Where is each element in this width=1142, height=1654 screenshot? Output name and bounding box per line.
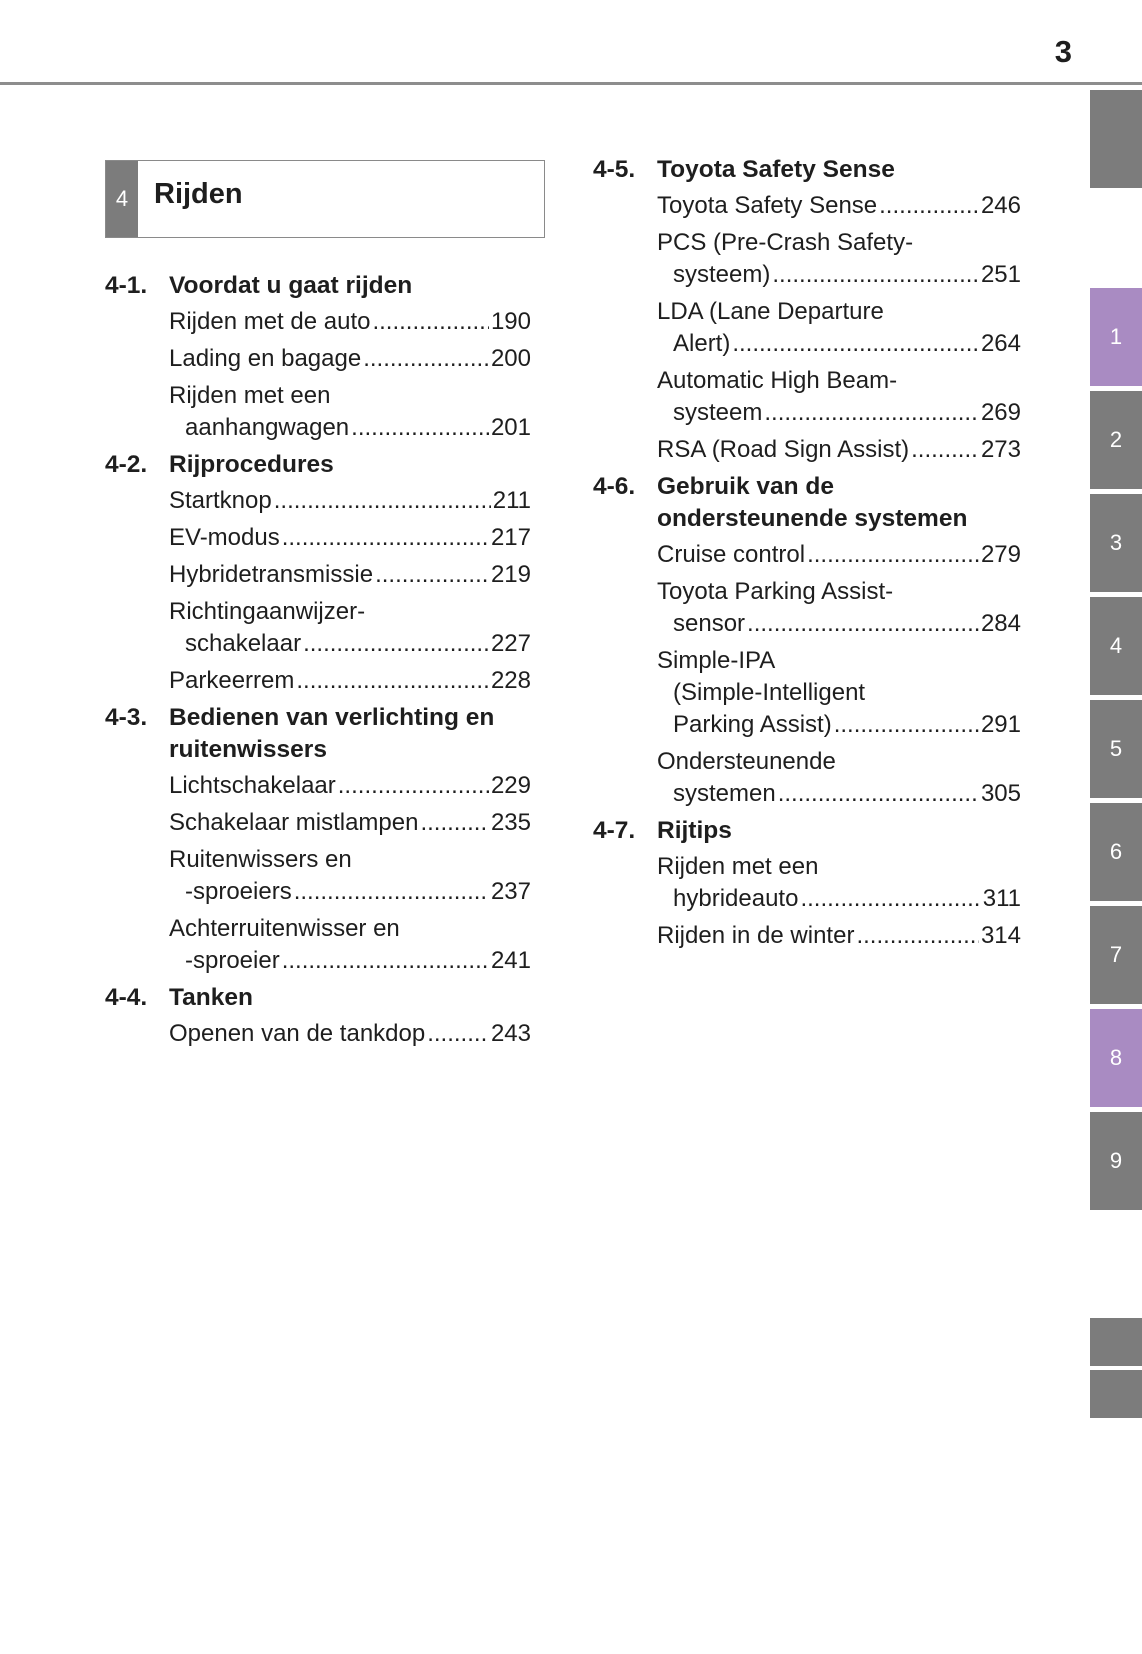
toc-entry-line bbox=[169, 522, 531, 554]
toc-page-number: 229 bbox=[490, 772, 531, 799]
dot-leader bbox=[778, 778, 979, 810]
toc-entry-line bbox=[657, 851, 1021, 883]
toc-entry-text: hybrideauto bbox=[673, 885, 799, 912]
toc-entry-text: Rijden met een bbox=[657, 853, 819, 880]
toc-entry-text: RSA (Road Sign Assist) bbox=[657, 436, 910, 463]
toc-entry-text: Automatic High Beam- bbox=[657, 367, 898, 394]
toc-page-number: 217 bbox=[490, 524, 531, 551]
toc-entry-text: systemen bbox=[673, 780, 776, 807]
toc-page-number: 235 bbox=[490, 809, 531, 836]
toc-entry-text: systeem bbox=[673, 399, 763, 426]
section-title: Voordat u gaat rijden bbox=[169, 272, 413, 299]
toc-entry-text: Openen van de tankdop bbox=[169, 1020, 426, 1047]
toc-entry[interactable] bbox=[169, 770, 531, 802]
toc-entry[interactable] bbox=[169, 343, 531, 375]
dot-leader bbox=[375, 559, 489, 591]
toc-entry-text: LDA (Lane Departure bbox=[657, 298, 884, 325]
toc-entry-text: systeem) bbox=[673, 261, 771, 288]
toc-entry-line bbox=[169, 770, 531, 802]
dot-leader bbox=[856, 920, 979, 952]
toc-entry-text: Rijden in de winter bbox=[657, 922, 855, 949]
toc-entry-line bbox=[657, 677, 1021, 709]
toc-entry-line bbox=[169, 807, 531, 839]
toc-entry[interactable] bbox=[657, 365, 1021, 429]
toc-entry-line bbox=[169, 844, 531, 876]
toc-entry[interactable] bbox=[169, 522, 531, 554]
toc-entry-text: Toyota Parking Assist- bbox=[657, 578, 894, 605]
toc-entry-line bbox=[169, 628, 531, 660]
dot-leader bbox=[303, 628, 489, 660]
toc-entry-line bbox=[169, 306, 531, 338]
dot-leader bbox=[282, 945, 489, 977]
toc-entry-line bbox=[657, 259, 1021, 291]
toc-entry-line bbox=[657, 778, 1021, 810]
toc-entry[interactable] bbox=[169, 559, 531, 591]
section-number: 4-3. bbox=[105, 704, 148, 731]
section-heading[interactable] bbox=[593, 471, 1021, 535]
chapter-tab-3[interactable]: 3 bbox=[1090, 494, 1142, 592]
toc-page-number: 190 bbox=[490, 308, 531, 335]
toc-entry-text: Cruise control bbox=[657, 541, 806, 568]
toc-entry[interactable] bbox=[657, 434, 1021, 466]
toc-page-number: 284 bbox=[980, 610, 1021, 637]
toc-entry[interactable] bbox=[657, 851, 1021, 915]
toc-entry-text: Rijden met de auto bbox=[169, 308, 371, 335]
toc-page-number: 291 bbox=[980, 711, 1021, 738]
dot-leader bbox=[764, 397, 979, 429]
toc-page-number: 314 bbox=[980, 922, 1021, 949]
toc-entry[interactable] bbox=[657, 645, 1021, 741]
section-title: Tanken bbox=[169, 984, 253, 1011]
toc-entry-line bbox=[657, 328, 1021, 360]
dot-leader bbox=[338, 770, 489, 802]
section-heading[interactable] bbox=[105, 449, 531, 481]
toc-entry-text: (Simple-Intelligent bbox=[673, 679, 866, 706]
dot-leader bbox=[363, 343, 489, 375]
toc-entry-line bbox=[657, 539, 1021, 571]
toc-entry[interactable] bbox=[657, 190, 1021, 222]
section-title: Toyota Safety Sense bbox=[657, 156, 895, 183]
toc-entry-line bbox=[169, 596, 531, 628]
chapter-title: Rijden bbox=[154, 178, 243, 210]
toc-entry[interactable] bbox=[169, 807, 531, 839]
header-rule bbox=[0, 82, 1142, 85]
toc-page-number: 228 bbox=[490, 667, 531, 694]
toc-entry-line bbox=[657, 190, 1021, 222]
toc-page-number: 200 bbox=[490, 345, 531, 372]
toc-entry[interactable] bbox=[169, 844, 531, 908]
toc-entry[interactable] bbox=[169, 485, 531, 517]
toc-entry-text: Lading en bagage bbox=[169, 345, 362, 372]
toc-page-number: 227 bbox=[490, 630, 531, 657]
dot-leader bbox=[420, 807, 489, 839]
toc-entry[interactable] bbox=[169, 306, 531, 338]
toc-entry-line bbox=[657, 709, 1021, 741]
toc-entry-text: Startknop bbox=[169, 487, 272, 514]
chapter-tab-blank[interactable] bbox=[1090, 1318, 1142, 1366]
dot-leader bbox=[732, 328, 979, 360]
toc-entry[interactable] bbox=[657, 296, 1021, 360]
toc-entry-text: EV-modus bbox=[169, 524, 280, 551]
toc-page-number: 251 bbox=[980, 261, 1021, 288]
dot-leader bbox=[772, 259, 979, 291]
section-heading[interactable] bbox=[593, 815, 1021, 847]
toc-page-number: 246 bbox=[980, 192, 1021, 219]
section-number: 4-7. bbox=[593, 817, 636, 844]
toc-entry[interactable] bbox=[169, 913, 531, 977]
toc-entry-line bbox=[169, 380, 531, 412]
toc-page-number: 243 bbox=[490, 1020, 531, 1047]
toc-entry-line bbox=[657, 920, 1021, 952]
toc-page-number: 279 bbox=[980, 541, 1021, 568]
toc-page-number: 311 bbox=[982, 885, 1021, 912]
dot-leader bbox=[351, 412, 489, 444]
dot-leader bbox=[800, 883, 980, 915]
toc-page-number: 269 bbox=[980, 399, 1021, 426]
chapter-tab-6[interactable]: 6 bbox=[1090, 803, 1142, 901]
toc-entry-text: aanhangwagen bbox=[185, 414, 350, 441]
toc-left-column bbox=[105, 266, 531, 1055]
toc-entry-line bbox=[657, 576, 1021, 608]
toc-entry-line bbox=[169, 876, 531, 908]
dot-leader bbox=[296, 665, 489, 697]
section-title: Rijtips bbox=[657, 817, 732, 844]
section-title: Rijprocedures bbox=[169, 451, 334, 478]
toc-page-number: 273 bbox=[980, 436, 1021, 463]
toc-entry-text: Simple-IPA bbox=[657, 647, 776, 674]
toc-entry-line bbox=[169, 412, 531, 444]
toc-entry-text: Alert) bbox=[673, 330, 731, 357]
chapter-tab-9[interactable]: 9 bbox=[1090, 1112, 1142, 1210]
toc-entry[interactable] bbox=[657, 539, 1021, 571]
toc-entry-line bbox=[657, 608, 1021, 640]
toc-entry-text: Rijden met een bbox=[169, 382, 331, 409]
toc-entry[interactable] bbox=[657, 227, 1021, 291]
toc-entry-line bbox=[657, 296, 1021, 328]
section-heading[interactable] bbox=[105, 982, 531, 1014]
toc-entry-text: Ondersteunende bbox=[657, 748, 836, 775]
dot-leader bbox=[879, 190, 979, 222]
dot-leader bbox=[427, 1018, 489, 1050]
section-number: 4-4. bbox=[105, 984, 148, 1011]
section-heading[interactable] bbox=[105, 702, 531, 766]
toc-entry-text: -sproeiers bbox=[185, 878, 292, 905]
toc-entry-text: Hybridetransmissie bbox=[169, 561, 374, 588]
toc-entry-text: Richtingaanwijzer- bbox=[169, 598, 366, 625]
section-number: 4-2. bbox=[105, 451, 148, 478]
chapter-header bbox=[105, 160, 545, 238]
toc-entry-text: Schakelaar mistlampen bbox=[169, 809, 419, 836]
dot-leader bbox=[274, 485, 491, 517]
toc-entry-text: Ruitenwissers en bbox=[169, 846, 352, 873]
toc-entry-line bbox=[169, 913, 531, 945]
chapter-tab-2[interactable]: 2 bbox=[1090, 391, 1142, 489]
section-title: Gebruik van de ondersteunende systemen bbox=[657, 473, 968, 532]
dot-leader bbox=[834, 709, 979, 741]
toc-entry-text: Parking Assist) bbox=[673, 711, 832, 738]
toc-entry-line bbox=[169, 1018, 531, 1050]
section-number: 4-1. bbox=[105, 272, 148, 299]
dot-leader bbox=[747, 608, 979, 640]
toc-entry[interactable] bbox=[169, 380, 531, 444]
toc-entry-line bbox=[169, 485, 531, 517]
dot-leader bbox=[282, 522, 489, 554]
toc-entry-line bbox=[657, 365, 1021, 397]
chapter-number: 4 bbox=[106, 161, 138, 237]
chapter-tab-4[interactable]: 4 bbox=[1090, 597, 1142, 695]
toc-page-number: 305 bbox=[980, 780, 1021, 807]
section-number: 4-5. bbox=[593, 156, 636, 183]
toc-entry-line bbox=[169, 559, 531, 591]
toc-page-number: 241 bbox=[490, 947, 531, 974]
chapter-tab-blank[interactable] bbox=[1090, 1370, 1142, 1418]
toc-entry-line bbox=[169, 665, 531, 697]
toc-page-number: 201 bbox=[490, 414, 531, 441]
toc-entry[interactable] bbox=[657, 576, 1021, 640]
section-heading[interactable] bbox=[593, 154, 1021, 186]
toc-entry-text: sensor bbox=[673, 610, 746, 637]
toc-entry-text: Achterruitenwisser en bbox=[169, 915, 400, 942]
chapter-tabs bbox=[1090, 0, 1142, 1654]
toc-entry[interactable] bbox=[657, 920, 1021, 952]
chapter-tab-8[interactable]: 8 bbox=[1090, 1009, 1142, 1107]
toc-entry-text: -sproeier bbox=[185, 947, 280, 974]
toc-entry[interactable] bbox=[169, 665, 531, 697]
toc-page-number: 211 bbox=[492, 487, 531, 514]
dot-leader bbox=[372, 306, 488, 338]
toc-page-number: 237 bbox=[490, 878, 531, 905]
toc-right-column bbox=[593, 150, 1021, 957]
toc-page-number: 219 bbox=[490, 561, 531, 588]
toc-entry-line bbox=[657, 227, 1021, 259]
toc-entry-line bbox=[657, 883, 1021, 915]
toc-page-number: 264 bbox=[980, 330, 1021, 357]
toc-entry-text: PCS (Pre-Crash Safety- bbox=[657, 229, 914, 256]
chapter-tab-1[interactable]: 1 bbox=[1090, 288, 1142, 386]
chapter-tab-blank[interactable] bbox=[1090, 90, 1142, 188]
toc-entry-line bbox=[657, 397, 1021, 429]
toc-entry[interactable] bbox=[169, 596, 531, 660]
dot-leader bbox=[294, 876, 489, 908]
toc-entry-text: Lichtschakelaar bbox=[169, 772, 336, 799]
page-number: 3 bbox=[1054, 34, 1072, 69]
toc-entry-line bbox=[657, 434, 1021, 466]
chapter-tab-5[interactable]: 5 bbox=[1090, 700, 1142, 798]
toc-entry-line bbox=[169, 343, 531, 375]
toc-entry-line bbox=[169, 945, 531, 977]
toc-entry-text: Toyota Safety Sense bbox=[657, 192, 878, 219]
section-title: Bedienen van verlichting en ruitenwissers bbox=[169, 704, 495, 763]
toc-entry-line bbox=[657, 746, 1021, 778]
chapter-tab-7[interactable]: 7 bbox=[1090, 906, 1142, 1004]
dot-leader bbox=[807, 539, 979, 571]
toc-entry-text: schakelaar bbox=[185, 630, 302, 657]
section-number: 4-6. bbox=[593, 473, 636, 500]
toc-entry[interactable] bbox=[169, 1018, 531, 1050]
section-heading[interactable] bbox=[105, 270, 531, 302]
toc-entry-text: Parkeerrem bbox=[169, 667, 295, 694]
toc-entry-line bbox=[657, 645, 1021, 677]
toc-entry[interactable] bbox=[657, 746, 1021, 810]
dot-leader bbox=[911, 434, 979, 466]
